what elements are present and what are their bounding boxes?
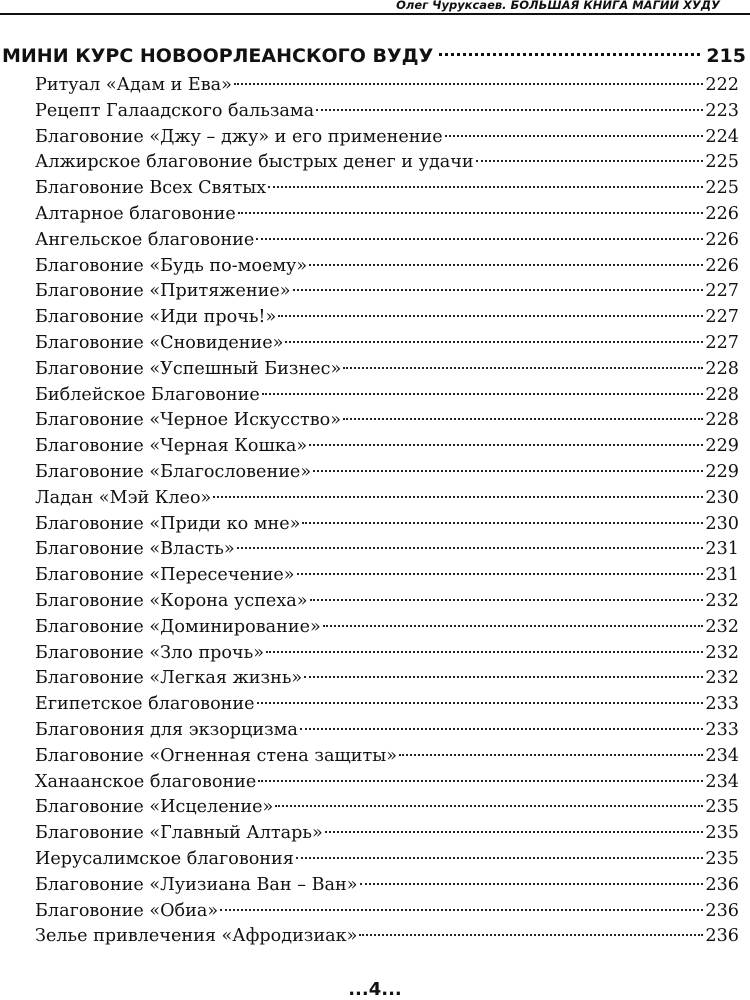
- dot-leader: [220, 909, 703, 911]
- toc-entry[interactable]: [35, 821, 739, 847]
- dot-leader: [238, 212, 704, 214]
- toc-entry-page: 229: [705, 461, 739, 482]
- toc-entry-page: 233: [705, 694, 739, 715]
- dot-leader: [316, 109, 703, 111]
- toc-entry-title: Благовоние Всех Святых: [35, 178, 267, 199]
- section-page-number: 215: [706, 45, 746, 67]
- toc-entry-page: 230: [705, 513, 739, 534]
- toc-entry[interactable]: [35, 641, 739, 667]
- toc-entry-page: 236: [705, 900, 739, 921]
- toc-entry-title: Ангельское благовоние: [35, 229, 255, 250]
- toc-entry-page: 230: [705, 487, 739, 508]
- toc-entry-page: 225: [705, 152, 739, 173]
- dot-leader: [257, 702, 704, 704]
- toc-entry-page: 234: [705, 745, 739, 766]
- section-heading[interactable]: [2, 40, 746, 72]
- toc-entry-title: Благовоние «Пересечение»: [35, 565, 295, 586]
- toc-entry-page: 227: [705, 281, 739, 302]
- toc-entry-page: 228: [705, 410, 739, 431]
- toc-entry-title: Благовоние «Успешный Бизнес»: [35, 358, 342, 379]
- page-footer: [0, 980, 750, 1000]
- toc-entry[interactable]: [35, 770, 739, 796]
- toc-entry-page: 225: [705, 178, 739, 199]
- toc-entry-page: 232: [705, 616, 739, 637]
- toc-entry[interactable]: [35, 795, 739, 821]
- toc-entry-title: Благовоние «Доминирование»: [35, 616, 321, 637]
- toc-entry-page: 235: [705, 848, 739, 869]
- footer-page-marker: ...4...: [348, 979, 402, 1000]
- toc-entry-title: Благовоние «Черное Искусство»: [35, 410, 341, 431]
- toc-entry[interactable]: [35, 537, 739, 563]
- toc-entry-page: 226: [705, 203, 739, 224]
- toc-entry-title: Благовоние «Корона успеха»: [35, 590, 308, 611]
- dot-leader: [278, 315, 703, 317]
- dot-leader: [237, 547, 704, 549]
- toc-entry[interactable]: [35, 254, 739, 280]
- toc-entry-page: 232: [705, 590, 739, 611]
- toc-entry-page: 236: [705, 874, 739, 895]
- dot-leader: [234, 83, 703, 85]
- dot-leader: [275, 805, 703, 807]
- toc-entry-title: Благовоние «Благословение»: [35, 461, 312, 482]
- toc-entry-page: 236: [705, 926, 739, 947]
- dot-leader: [302, 522, 703, 524]
- toc-entry-title: Благовоние «Черная Кошка»: [35, 436, 308, 457]
- toc-entry[interactable]: [35, 666, 739, 692]
- toc-entry[interactable]: [35, 279, 739, 305]
- toc-entry-page: 226: [705, 255, 739, 276]
- toc-entry-title: Библейское Благовоние: [35, 384, 260, 405]
- toc-entry-title: Благовония для экзорцизма: [35, 719, 298, 740]
- toc-entry-title: Благовоние «Приди ко мне»: [35, 513, 301, 534]
- toc-entry[interactable]: [35, 99, 739, 125]
- dot-leader: [213, 496, 703, 498]
- dot-leader: [439, 53, 700, 56]
- toc-entry-title: Благовоние «Главный Алтарь»: [35, 823, 323, 844]
- toc-entry[interactable]: [35, 408, 739, 434]
- toc-entry-title: Алтарное благовоние: [35, 203, 236, 224]
- dot-leader: [266, 651, 703, 653]
- toc-entry-title: Благовоние «Будь по-моему»: [35, 255, 308, 276]
- toc-entry-page: 231: [705, 539, 739, 560]
- toc-entry-title: Благовоние «Легкая жизнь»: [35, 668, 303, 689]
- toc-entry-title: Ханаанское благовоние: [35, 771, 257, 792]
- toc-entry-title: Египетское благовоние: [35, 694, 255, 715]
- dot-leader: [256, 238, 703, 240]
- dot-leader: [310, 599, 704, 601]
- toc-entry-page: 231: [705, 565, 739, 586]
- toc-entry[interactable]: [35, 924, 739, 950]
- toc-entry-page: 227: [705, 307, 739, 328]
- dot-leader: [399, 754, 703, 756]
- toc-entry-page: 233: [705, 719, 739, 740]
- toc-entry-page: 229: [705, 436, 739, 457]
- toc-entry-page: 234: [705, 771, 739, 792]
- toc-entry-title: Алжирское благовоние быстрых денег и удачи: [35, 152, 474, 173]
- toc-entry-page: 223: [705, 100, 739, 121]
- dot-leader: [258, 780, 703, 782]
- toc-entry[interactable]: [35, 486, 739, 512]
- toc-entry-page: 228: [705, 358, 739, 379]
- dot-leader: [325, 831, 704, 833]
- toc-entry[interactable]: [35, 331, 739, 357]
- toc-entry-page: 232: [705, 642, 739, 663]
- dot-leader: [309, 444, 703, 446]
- dot-leader: [268, 186, 703, 188]
- toc-entry-title: Благовоние «Власть»: [35, 539, 235, 560]
- toc-entry-page: 227: [705, 332, 739, 353]
- running-header-title: Олег Чуруксаев. БОЛЬШАЯ КНИГА МАГИИ ХУДУ: [396, 0, 720, 12]
- header-rule: [0, 13, 750, 15]
- toc-entry-title: Благовоние «Джу – джу» и его применение: [35, 126, 443, 147]
- toc-entry[interactable]: [35, 460, 739, 486]
- toc-entry-page: 232: [705, 668, 739, 689]
- toc-entry-title: Благовоние «Обиа»: [35, 900, 219, 921]
- toc-entry[interactable]: [35, 563, 739, 589]
- toc-entry[interactable]: [35, 899, 739, 925]
- toc-entry-title: Зелье привлечения «Афродизиак»: [35, 926, 358, 947]
- toc-entry[interactable]: [35, 434, 739, 460]
- toc-entry[interactable]: [35, 150, 739, 176]
- toc-entry-page: 228: [705, 384, 739, 405]
- dot-leader: [445, 135, 704, 137]
- toc-entry-title: Рецепт Галаадского бальзама: [35, 100, 315, 121]
- toc-entry-page: 222: [705, 75, 739, 95]
- dot-leader: [296, 857, 704, 859]
- toc-list: [35, 73, 739, 950]
- toc-entry[interactable]: [35, 383, 739, 409]
- dot-leader: [262, 393, 704, 395]
- section-title: МИНИ КУРС НОВООРЛЕАНСКОГО ВУДУ: [2, 45, 434, 67]
- toc-entry-page: 224: [705, 126, 739, 147]
- toc-entry-title: Иерусалимское благовония: [35, 848, 294, 869]
- toc-entry[interactable]: [35, 512, 739, 538]
- toc-entry[interactable]: [35, 73, 739, 99]
- toc-entry[interactable]: [35, 125, 739, 151]
- dot-leader: [309, 264, 703, 266]
- toc-entry[interactable]: [35, 744, 739, 770]
- toc-entry-title: Благовоние «Луизиана Ван – Ван»: [35, 874, 358, 895]
- toc-entry[interactable]: [35, 615, 739, 641]
- dot-leader: [293, 289, 704, 291]
- dot-leader: [360, 883, 704, 885]
- dot-leader: [323, 625, 704, 627]
- dot-leader: [476, 160, 704, 162]
- toc-entry[interactable]: [35, 202, 739, 228]
- dot-leader: [297, 573, 704, 575]
- toc-entry[interactable]: [35, 176, 739, 202]
- toc-entry[interactable]: [35, 357, 739, 383]
- toc-entry-title: Благовоние «Зло прочь»: [35, 642, 265, 663]
- toc-entry-title: Благовоние «Притяжение»: [35, 281, 291, 302]
- toc-entry-title: Ритуал «Адам и Ева»: [35, 75, 232, 95]
- dot-leader: [300, 728, 704, 730]
- toc-entry[interactable]: [35, 228, 739, 254]
- dot-leader: [343, 367, 703, 369]
- toc-entry-page: 235: [705, 823, 739, 844]
- toc-entry-title: Ладан «Мэй Клео»: [35, 487, 212, 508]
- dot-leader: [304, 676, 703, 678]
- dot-leader: [313, 470, 703, 472]
- toc-entry[interactable]: [35, 305, 739, 331]
- toc-entry-title: Благовоние «Сновидение»: [35, 332, 284, 353]
- dot-leader: [343, 418, 703, 420]
- toc-entry[interactable]: [35, 692, 739, 718]
- toc-entry-title: Благовоние «Иди прочь!»: [35, 307, 277, 328]
- toc-entry[interactable]: [35, 847, 739, 873]
- toc-entry-title: Благовоние «Огненная стена защиты»: [35, 745, 398, 766]
- toc-entry-page: 226: [705, 229, 739, 250]
- toc-entry-page: 235: [705, 797, 739, 818]
- toc-entry[interactable]: [35, 873, 739, 899]
- toc-entry-title: Благовоние «Исцеление»: [35, 797, 274, 818]
- dot-leader: [359, 934, 703, 936]
- toc-entry[interactable]: [35, 718, 739, 744]
- dot-leader: [285, 341, 703, 343]
- toc-entry[interactable]: [35, 589, 739, 615]
